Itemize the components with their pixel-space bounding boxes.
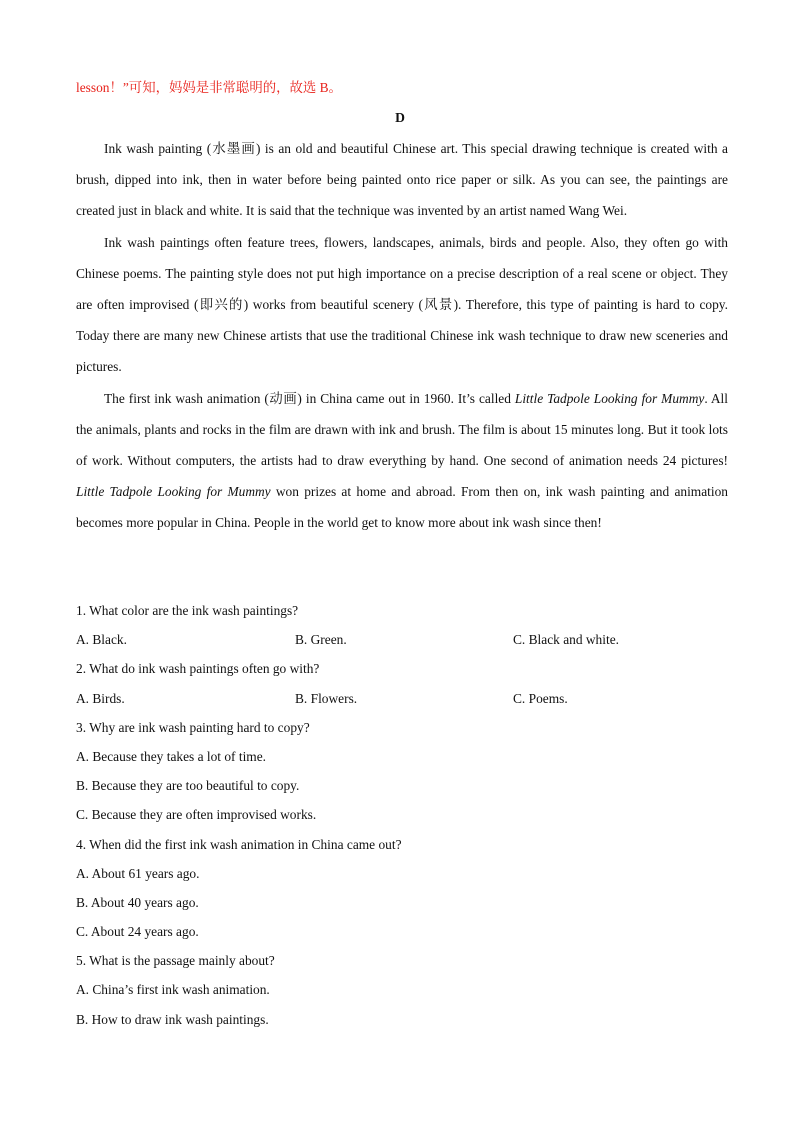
paragraph-3-text-3: won prizes at home and abroad. From then on, ink wash painting and animation becomes more popular in China. People in the world get to know more about ink wash since then! <box>76 484 728 531</box>
previous-answer-explanation: lesson！”可知，妈妈是非常聪明的，故选 B。 <box>76 80 342 95</box>
passage-paragraph-2: Ink wash paintings often feature trees, flowers, landscapes, animals, birds and people. Also, they often go with Chinese poems. The painting style does not put high importance on a precise description of a real scene or object. They are often improvised (即兴的) works from beautiful scenery (风景). Therefore, this type of painting is hard to copy. Today there are many new Chinese artists that use the traditional Chinese ink wash technique to draw new sceneries and pictures. <box>76 234 728 375</box>
film-title: Little Tadpole Looking for Mummy <box>76 484 271 500</box>
option-b: B. Because they are too beautiful to copy. <box>76 778 300 794</box>
option-c: C. Because they are often improvised works. <box>76 807 317 823</box>
option-b: B. Flowers. <box>295 690 358 706</box>
paragraph-3-text-2: . All the animals, plants and rocks in the film are drawn with ink and brush. The film is about 15 minutes long. But it took lots of work. Without computers, the artists had to draw everything by hand. One second of animation needs 24 pictures! <box>76 390 728 469</box>
question-3: 3. Why are ink wash painting hard to copy? <box>76 719 310 735</box>
reading-passage <box>76 133 728 539</box>
question-4: 4. When did the first ink wash animation in China came out? <box>76 836 402 852</box>
film-title: Little Tadpole Looking for Mummy <box>514 390 705 406</box>
passage-paragraph-1: Ink wash painting (水墨画) is an old and beautiful Chinese art. This special drawing technique is created with a brush, dipped into ink, then in water before being painted onto rice paper or silk. As you can see, the paintings are created just in black and white. It is said that the technique was invented by an artist named Wang Wei. <box>76 141 728 219</box>
paragraph-3-text-1: The first ink wash animation (动画) in China came out in 1960. It’s called <box>104 390 515 406</box>
option-a: A. About 61 years ago. <box>76 865 200 881</box>
passage-paragraph-3 <box>76 383 728 539</box>
question-5: 5. What is the passage mainly about? <box>76 953 275 969</box>
option-b: B. Green. <box>295 632 347 648</box>
option-a: A. Black. <box>76 632 127 648</box>
section-title: D <box>395 110 405 125</box>
option-a: A. Because they takes a lot of time. <box>76 748 267 764</box>
option-a: A. China’s first ink wash animation. <box>76 982 270 998</box>
option-c: C. Black and white. <box>513 632 619 648</box>
question-2-options <box>76 684 728 713</box>
option-c: C. About 24 years ago. <box>76 924 199 940</box>
option-b: B. How to draw ink wash paintings. <box>76 1011 269 1027</box>
question-list <box>76 596 728 1034</box>
question-1: 1. What color are the ink wash paintings? <box>76 603 299 618</box>
question-2: 2. What do ink wash paintings often go with? <box>76 661 320 677</box>
option-b: B. About 40 years ago. <box>76 894 199 910</box>
option-c: C. Poems. <box>513 690 568 706</box>
option-a: A. Birds. <box>76 690 125 706</box>
question-1-options <box>76 625 728 654</box>
